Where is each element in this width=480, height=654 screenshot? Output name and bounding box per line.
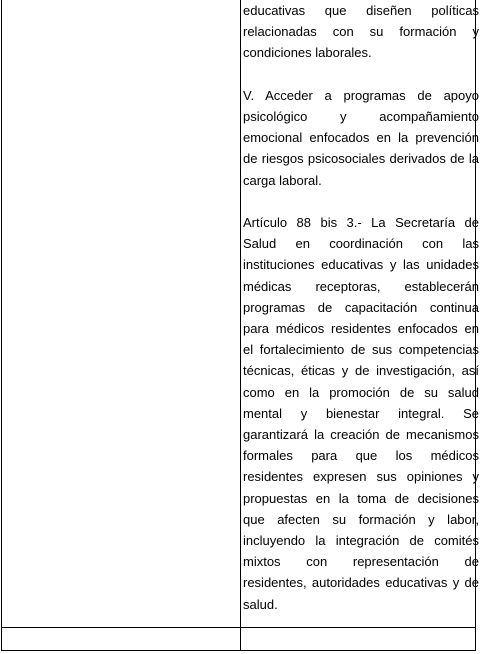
left-column-cell (2, 0, 240, 650)
document-table (1, 0, 479, 651)
paragraph-gap (243, 191, 479, 212)
paragraph-fraction-v: V. Acceder a programas de apoyo psicológico y acompañamiento emocional enfocados en la prevención de riesgos psicosociales derivados de la carga laboral. (243, 87, 479, 188)
paragraph-continuation: educativas que diseñen políticas relacionadas con su formación y condiciones laborales. (243, 3, 479, 61)
paragraph-article-88-bis-3: Artículo 88 bis 3.- La Secretaría de Salud en coordinación con las instituciones educativas y las unidades médicas receptoras, establecerán programas de capacitación continua para médicos residentes enfocados en el fortalecimiento de sus competencias técnicas, éticas y de investigación, así como en la promoción de su salud mental y bienestar integral. Se garantizará la creación de mecanismos formales para que los médicos residentes expresen sus opiniones y propuestas en la toma de decisiones que afecten su formación y labor, incluyendo la integración de comités mixtos con representación de residentes, autoridades educativas y de salud. (243, 215, 479, 612)
column-divider (240, 0, 241, 650)
row-divider (2, 627, 475, 628)
right-column-cell (243, 0, 479, 615)
paragraph-gap (243, 64, 479, 85)
